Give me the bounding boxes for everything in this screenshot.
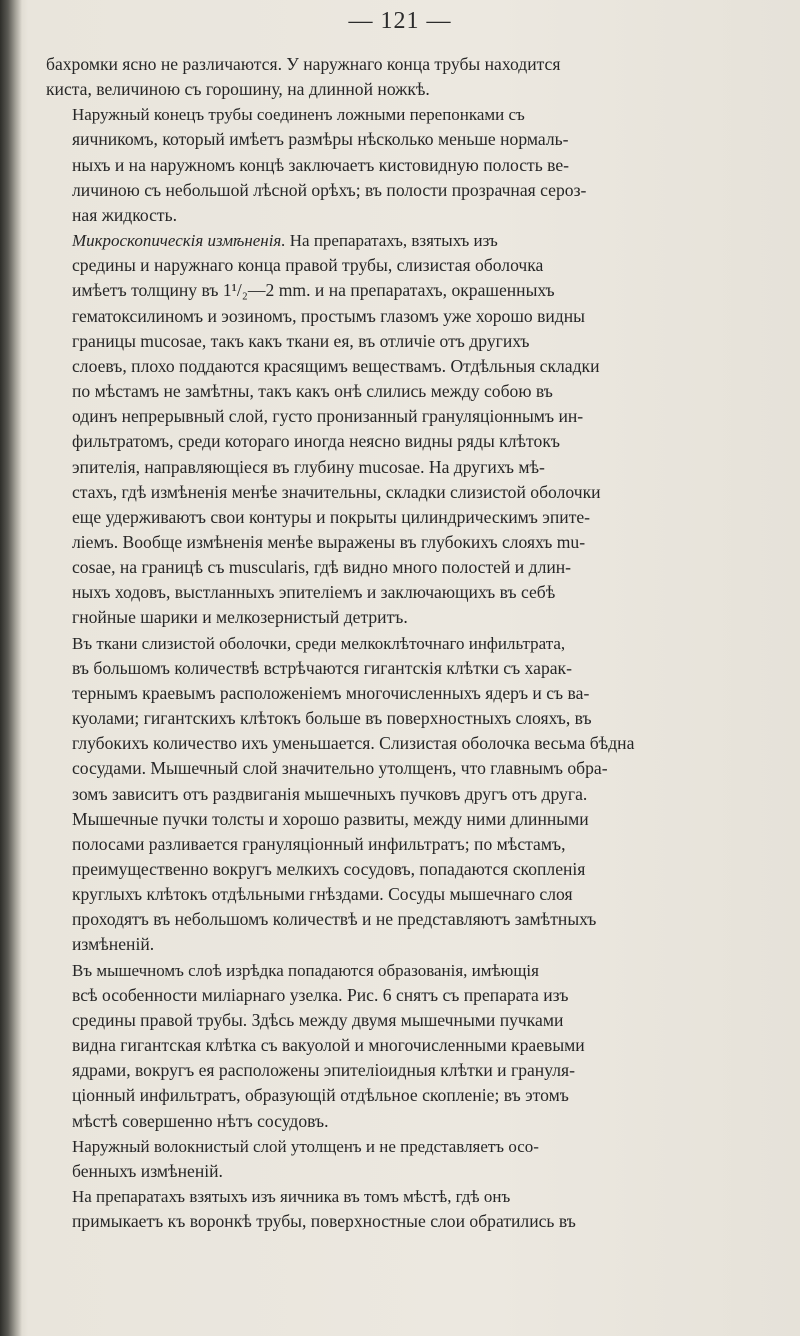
text-line: куолами; гигантскихъ клѣтокъ больше въ поверхностныхъ слояхъ, въ	[72, 708, 592, 729]
text-line: ліемъ. Вообще измѣненія менѣе выражены въ глубокихъ слояхъ mu-	[72, 531, 586, 552]
text-line: имѣетъ толщину въ 1¹/₂—2 mm. и на препаратахъ, окрашенныхъ	[72, 280, 555, 301]
section-heading: Микроскопическія измѣненія.	[72, 231, 286, 251]
book-binding-edge	[0, 0, 22, 1336]
text-line: Въ мышечномъ слоѣ изрѣдка попадаются образованія, имѣющія	[72, 960, 539, 980]
text-line: гнойные шарики и мелкозернистый детритъ.	[72, 607, 408, 628]
text-line: въ большомъ количествѣ встрѣчаются гигантскія клѣтки съ харак-	[72, 657, 572, 678]
text-line: эпителія, направляющіеся въ глубину mucosae. На другихъ мѣ-	[72, 456, 545, 477]
text-line: ныхъ ходовъ, выстланныхъ эпителіемъ и заключающихъ въ себѣ	[72, 582, 556, 603]
text-line: измѣненій.	[72, 934, 155, 955]
text-line: преимущественно вокругъ мелкихъ сосудовъ, попадаются скопленія	[72, 859, 586, 879]
page-number: — 121 —	[348, 8, 452, 34]
text-line: Наружный конецъ трубы соединенъ ложными перепонками съ	[72, 105, 525, 125]
text-line: средины и наружнаго конца правой трубы, слизистая оболочка	[72, 255, 544, 276]
text-line: тернымъ краевымъ расположеніемъ многочисленныхъ ядеръ и съ ва-	[72, 682, 590, 703]
text-line: полосами разливается грануляціонный инфильтратъ; по мѣстамъ,	[72, 833, 566, 854]
text-line: яичникомъ, который имѣетъ размѣры нѣсколько меньше нормаль-	[72, 129, 569, 150]
text-line: фильтратомъ, среди котораго иногда неясно видны ряды клѣтокъ	[72, 431, 560, 452]
text-line: видна гигантская клѣтка съ вакуолой и многочисленными краевыми	[72, 1035, 585, 1056]
text-line: всѣ особенности миліарнаго узелка. Рис. 6 снятъ съ препарата изъ	[72, 984, 569, 1005]
text-line: мѣстѣ совершенно нѣтъ сосудовъ.	[72, 1110, 329, 1131]
text-line: гематоксилиномъ и эозиномъ, простымъ глазомъ уже хорошо видны	[72, 305, 585, 326]
paragraph	[46, 52, 774, 102]
text-line: На препаратахъ взятыхъ изъ яичника въ томъ мѣстѣ, гдѣ онъ	[72, 1187, 511, 1207]
text-line: еще удерживаютъ свои контуры и покрыты цилиндрическимъ эпите-	[72, 506, 591, 527]
text-line: ціонный инфильтратъ, образующій отдѣльное скопленіе; въ этомъ	[72, 1085, 569, 1106]
text-line: ядрами, вокругъ ея расположены эпителіоидныя клѣтки и грануля-	[72, 1060, 575, 1081]
text-line: средины правой трубы. Здѣсь между двумя мышечными пучками	[72, 1009, 564, 1030]
paragraph	[46, 102, 774, 228]
text-line-rest: На препаратахъ, взятыхъ изъ	[285, 231, 498, 251]
paragraph	[46, 228, 774, 631]
text-body	[46, 52, 774, 1234]
text-line: слоевъ, плохо поддаются красящимъ веществамъ. Отдѣльныя складки	[72, 355, 600, 376]
text-line: круглыхъ клѣтокъ отдѣльными гнѣздами. Сосуды мышечнаго слоя	[72, 884, 573, 905]
text-line: личиною съ небольшой лѣсной орѣхъ; въ полости прозрачная сероз-	[72, 179, 587, 200]
text-line: границы mucosae, такъ какъ ткани ея, въ отличіе отъ другихъ	[72, 330, 530, 351]
text-line: cosae, на границѣ съ muscularis, гдѣ видно много полостей и длин-	[72, 557, 572, 578]
text-line: глубокихъ количество ихъ уменьшается. Слизистая оболочка весьма бѣдна	[72, 733, 635, 754]
text-line: бахромки ясно не различаются. У наружнаго конца трубы находится	[46, 54, 561, 74]
text-line: зомъ зависитъ отъ раздвиганія мышечныхъ пучковъ другъ отъ друга.	[72, 783, 588, 804]
text-line: Наружный волокнистый слой утолщенъ и не представляетъ осо-	[72, 1136, 539, 1156]
text-line: Въ ткани слизистой оболочки, среди мелкоклѣточнаго инфильтрата,	[72, 633, 566, 653]
text-line: по мѣстамъ не замѣтны, такъ какъ онѣ слились между собою въ	[72, 381, 553, 402]
text-line: киста, величиною съ горошину, на длинной ножкѣ.	[46, 79, 430, 100]
text-line: ныхъ и на наружномъ концѣ заключаетъ кистовидную полость ве-	[72, 154, 569, 175]
text-line: стахъ, гдѣ измѣненія менѣе значительны, складки слизистой оболочки	[72, 481, 601, 502]
text-line: бенныхъ измѣненій.	[72, 1160, 223, 1181]
text-line: проходятъ въ небольшомъ количествѣ и не представляютъ замѣтныхъ	[72, 909, 597, 930]
text-line: одинъ непрерывный слой, густо пронизанный грануляціоннымъ ин-	[72, 406, 584, 427]
text-line: Мышечные пучки толсты и хорошо развиты, между ними длинными	[72, 808, 589, 829]
text-line	[46, 228, 774, 253]
paragraph	[46, 1184, 774, 1234]
text-line: ная жидкость.	[72, 204, 178, 225]
paragraph	[46, 958, 774, 1134]
text-line: примыкаетъ къ воронкѣ трубы, поверхностные слои обратились въ	[72, 1211, 576, 1232]
text-line: сосудами. Мышечный слой значительно утолщенъ, что главнымъ обра-	[72, 758, 608, 779]
paragraph	[46, 631, 774, 958]
paragraph	[46, 1134, 774, 1184]
